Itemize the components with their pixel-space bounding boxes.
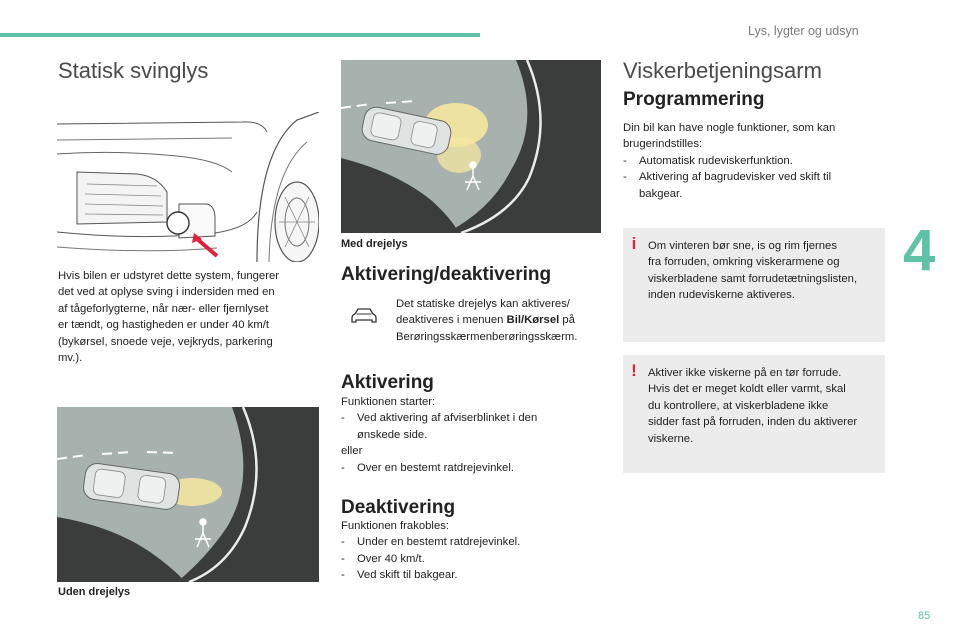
list-item	[623, 169, 883, 202]
warning-line: du kontrollere, at viskerbladene ikke	[648, 399, 829, 412]
info-box	[623, 228, 885, 342]
list-text: Automatisk rudeviskerfunktion.	[639, 154, 793, 167]
warning-line: Hvis det er meget koldt eller varmt, skal	[648, 383, 846, 396]
list-text-line: bakgear.	[639, 187, 683, 200]
caption-without-cornering-light: Uden drejelys	[58, 586, 131, 598]
list-dash: -	[623, 171, 627, 184]
section-title-activation-deactivation: Aktivering/deaktivering	[341, 264, 552, 285]
list-text: Over en bestemt ratdrejevinkel.	[357, 461, 514, 474]
programming-intro-line: Din bil kan have nogle funktioner, som kan	[623, 122, 836, 134]
list-dash: -	[341, 536, 345, 549]
deactivation-intro: Funktionen frakobles:	[341, 520, 450, 532]
list-text: Over 40 km/t.	[357, 552, 425, 565]
menu-note-text: på	[559, 314, 575, 327]
chapter-color-bar	[0, 33, 480, 37]
list-text: Ved skift til bakgear.	[357, 569, 458, 582]
warning-text	[648, 365, 880, 447]
warning-icon: !	[631, 361, 637, 380]
list-dash: -	[341, 412, 345, 425]
road-illustration-without-cornering-light	[57, 407, 319, 582]
list-text	[639, 169, 883, 202]
list-item	[341, 410, 591, 443]
info-text	[648, 238, 880, 304]
list-text	[357, 410, 591, 443]
list-item	[341, 460, 591, 476]
section-title-programming: Programmering	[623, 89, 765, 110]
warning-line: viskerne.	[648, 432, 694, 445]
section-title-activation: Aktivering	[341, 372, 434, 393]
activation-intro: Funktionen starter:	[341, 396, 436, 408]
road-illustration-with-cornering-light	[341, 60, 601, 233]
activation-body	[341, 394, 591, 476]
list-dash: -	[623, 154, 627, 167]
menu-note-line: Det statiske drejelys kan aktiveres/	[396, 298, 570, 310]
left-paragraph-line: af tågeforlygterne, når nær- eller fjernlyset	[58, 302, 269, 315]
fog-lamp-illustration	[57, 112, 319, 262]
warning-line: Aktiver ikke viskerne på en tør forrude.	[648, 367, 842, 379]
list-text-line: Ved aktivering af afviserblinket i den	[357, 412, 538, 425]
warning-box	[623, 355, 885, 473]
list-dash: -	[341, 569, 345, 582]
warning-line: sidder fast på forruden, inden du aktiverer	[648, 416, 858, 429]
list-dash: -	[341, 461, 345, 474]
info-line: Om vinteren bør sne, is og rim fjernes	[648, 240, 837, 252]
left-paragraph	[58, 268, 308, 366]
menu-note-text: deaktiveres i menuen	[396, 314, 507, 327]
section-title-statisk-svinglys: Statisk svinglys	[58, 58, 209, 83]
caption-with-cornering-light: Med drejelys	[341, 238, 408, 250]
left-paragraph-line: Hvis bilen er udstyret dette system, fungerer	[58, 270, 280, 282]
list-item	[341, 551, 591, 567]
list-text-line: Aktivering af bagrudevisker ved skift til	[639, 171, 832, 184]
deactivation-body	[341, 518, 591, 584]
info-line: viskerbladene samt forrudetætningslisten,	[648, 272, 858, 285]
list-text-line: ønskede side.	[357, 428, 428, 441]
menu-note-line	[396, 312, 606, 328]
car-icon	[349, 307, 379, 330]
page-number: 85	[918, 610, 931, 622]
list-item	[623, 153, 883, 169]
info-line: inden rudeviskerne aktiveres.	[648, 289, 795, 302]
left-paragraph-line: det ved at oplyse sving i indersiden med en	[58, 286, 275, 299]
chapter-title: Lys, lygter og udsyn	[748, 24, 859, 38]
left-paragraph-line: (bykørsel, snoede veje, vejkryds, parkering	[58, 335, 273, 348]
menu-path-bold: Bil/Kørsel	[506, 314, 560, 327]
activation-or: eller	[341, 445, 363, 458]
left-paragraph-line: er tændt, og hastigheden er under 40 km/t	[58, 319, 270, 332]
list-item	[341, 534, 591, 550]
left-paragraph-line: mv.).	[58, 352, 83, 365]
list-text: Under en bestemt ratdrejevinkel.	[357, 536, 521, 549]
section-title-wiper: Viskerbetjeningsarm	[623, 58, 822, 83]
section-title-deactivation: Deaktivering	[341, 497, 456, 518]
chapter-number: 4	[903, 218, 936, 283]
info-line: fra forruden, omkring viskerarmene og	[648, 256, 840, 269]
menu-note-line: Berøringsskærmenberøringsskærm.	[396, 330, 578, 343]
list-item	[341, 567, 591, 583]
menu-note	[396, 296, 606, 345]
programming-body	[623, 120, 883, 202]
programming-intro-line: brugerindstilles:	[623, 138, 703, 151]
list-dash: -	[341, 552, 345, 565]
info-icon: i	[631, 234, 637, 253]
